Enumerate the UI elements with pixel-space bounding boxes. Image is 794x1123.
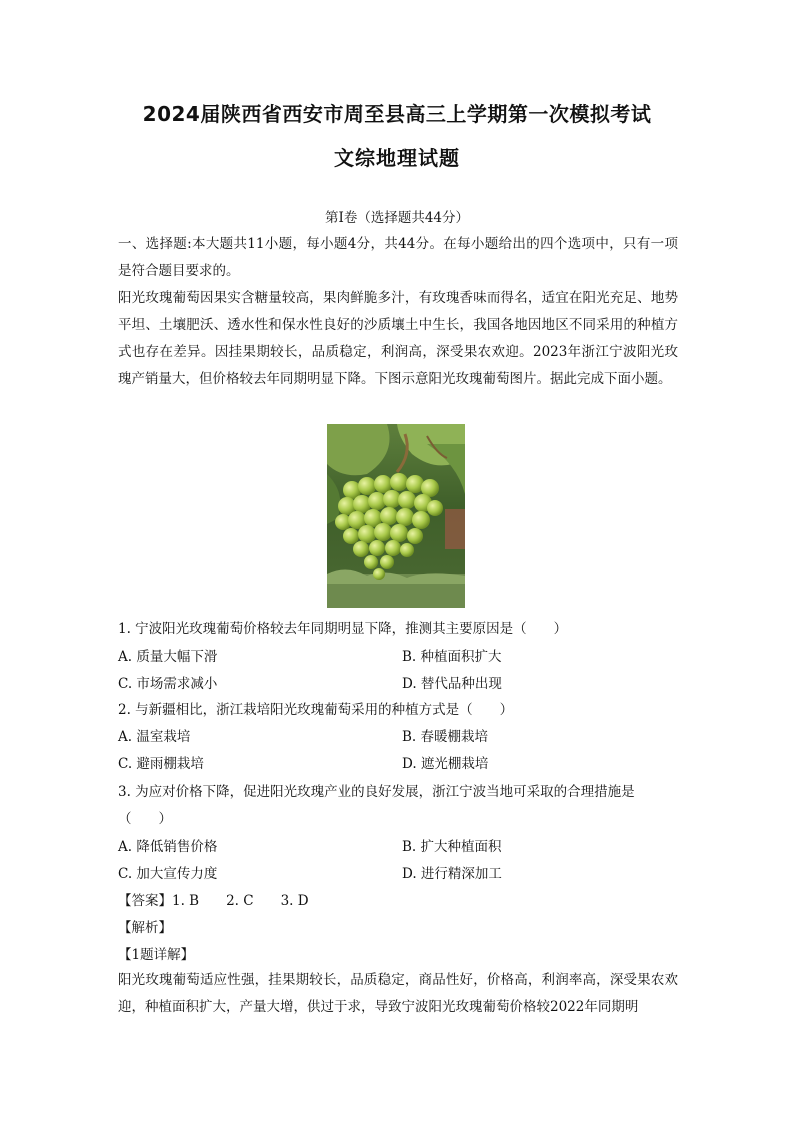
question-3-option-a: A. 降低销售价格 bbox=[118, 839, 218, 855]
question-2-stem: 2. 与新疆相比，浙江栽培阳光玫瑰葡萄采用的种植方式是（ ） bbox=[118, 702, 514, 718]
passage-paragraph: 阳光玫瑰葡萄因果实含糖量较高，果肉鲜脆多汁，有玫瑰香味而得名，适宜在阳光充足、地势平坦、土壤肥沃、透水性和保水性良好的沙质壤土中生长，我国各地因地区不同采用的种植方式也存在差异。因挂果期较长，品质稳定，利润高，深受果农欢迎。2023年浙江宁波阳光玫瑰产销量大，但价格较去年同期明显下降。下图示意阳光玫瑰葡萄图片。据此完成下面小题。 bbox=[118, 290, 678, 387]
analysis-heading: 【解析】 bbox=[118, 920, 172, 936]
question-2-option-b: B. 春暖棚栽培 bbox=[402, 729, 489, 745]
detail-heading: 【1题详解】 bbox=[118, 947, 195, 963]
instructions-paragraph: 一、选择题:本大题共11小题，每小题4分，共44分。在每小题给出的四个选项中，只有一项是符合题目要求的。 bbox=[118, 236, 678, 279]
volume-heading: 第Ⅰ卷（选择题共44分） bbox=[324, 210, 469, 226]
document-title: 2024届陕西省西安市周至县高三上学期第一次模拟考试 bbox=[142, 102, 652, 126]
question-2-option-c: C. 避雨棚栽培 bbox=[118, 756, 204, 772]
question-3-option-c: C. 加大宣传力度 bbox=[118, 866, 218, 882]
question-1-option-c: C. 市场需求减小 bbox=[118, 676, 218, 692]
question-3-stem-bracket: （ ） bbox=[118, 811, 172, 827]
question-1-option-d: D. 替代品种出现 bbox=[402, 676, 502, 692]
detail-paragraph: 阳光玫瑰葡萄适应性强，挂果期较长，品质稳定，商品性好，价格高，利润率高，深受果农欢迎，种植面积扩大，产量大增，供过于求，导致宁波阳光玫瑰葡萄价格较2022年同期明 bbox=[118, 972, 678, 1015]
question-1-option-b: B. 种植面积扩大 bbox=[402, 649, 502, 665]
question-1-option-a: A. 质量大幅下滑 bbox=[118, 649, 218, 665]
grape-photo bbox=[327, 424, 465, 608]
question-3-option-d: D. 进行精深加工 bbox=[402, 866, 502, 882]
question-2-option-d: D. 遮光棚栽培 bbox=[402, 756, 489, 772]
question-1-stem: 1. 宁波阳光玫瑰葡萄价格较去年同期明显下降，推测其主要原因是（ ） bbox=[118, 621, 568, 637]
question-3-option-b: B. 扩大种植面积 bbox=[402, 839, 502, 855]
question-3-stem: 3. 为应对价格下降，促进阳光玫瑰产业的良好发展，浙江宁波当地可采取的合理措施是 bbox=[118, 784, 635, 800]
document-subtitle: 文综地理试题 bbox=[334, 146, 460, 170]
question-2-option-a: A. 温室栽培 bbox=[118, 729, 191, 745]
answer-line: 【答案】1. B 2. C 3. D bbox=[118, 893, 309, 909]
